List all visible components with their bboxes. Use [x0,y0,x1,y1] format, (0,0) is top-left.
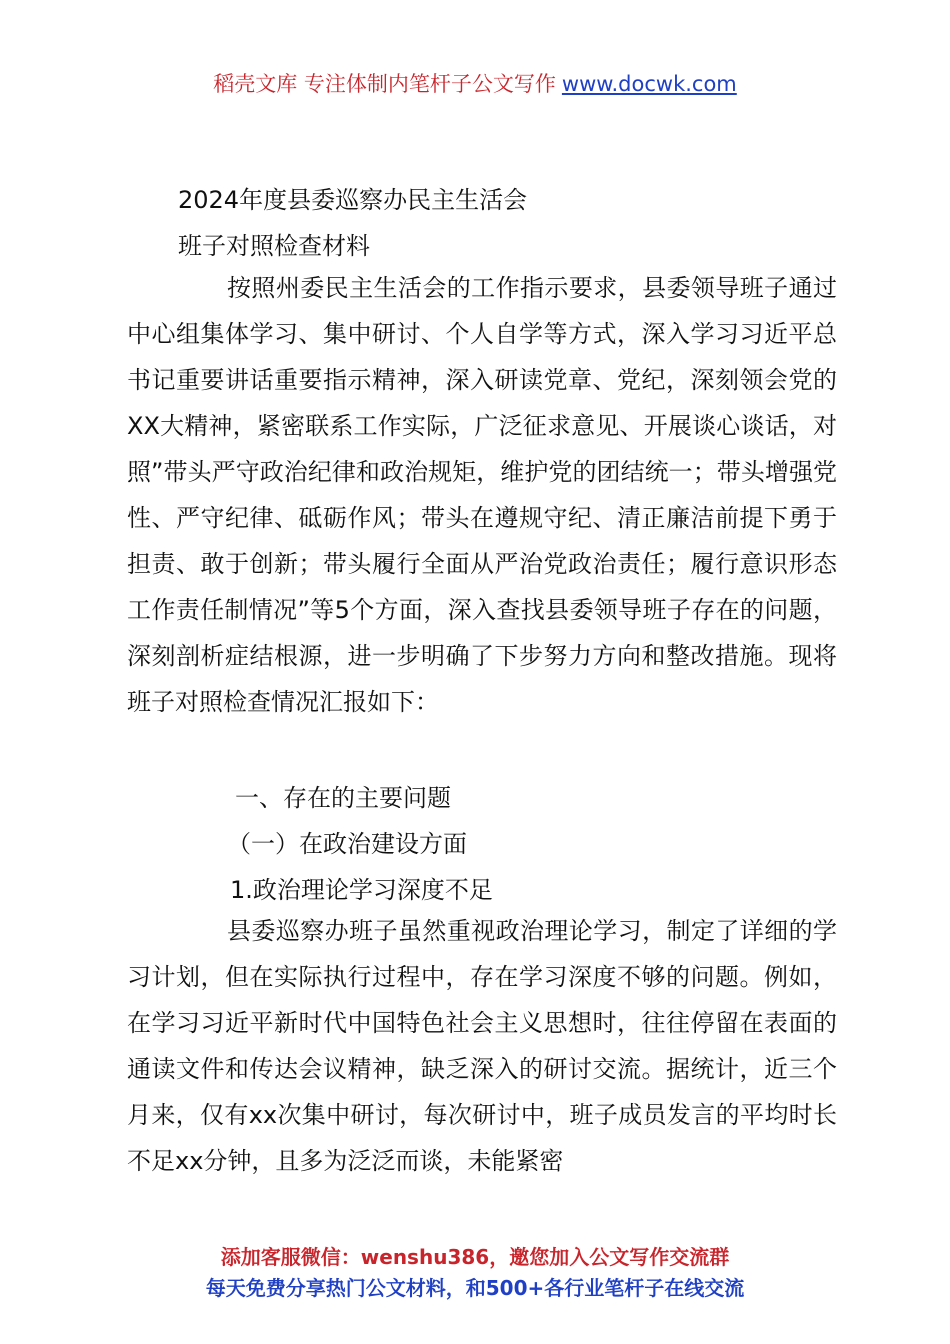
footer-contact-line: 添加客服微信：wenshu386，邀您加入公文写作交流群 [220,1245,730,1269]
footer-promo-line: 每天免费分享热门公文材料，和500+各行业笔杆子在线交流 [205,1276,745,1300]
document-title-line-2: 班子对照检查材料 [178,232,370,260]
item-heading: 1.政治理论学习深度不足 [230,876,493,904]
intro-paragraph: 按照州委民主生活会的工作指示要求，县委领导班子通过中心组集体学习、集中研讨、个人自学等方式，深入学习习近平总书记重要讲话重要指示精神，深入研读党章、党纪，深刻领会党的XX大精神，紧密联系工作实际，广泛征求意见、开展谈心谈话，对照”带头严守政治纪律和政治规矩，维护党的团结统一；带头增强党性、严守纪律、砥砺作风；带头在遵规守纪、清正廉洁前提下勇于担责、敢于创新；带头履行全面从严治党政治责任；履行意识形态工作责任制情况”等5个方面，深入查找县委领导班子存在的问题，深刻剖析症结根源，进一步明确了下步努力方向和整改措施。现将班子对照检查情况汇报如下： [127,274,837,716]
document-title-line-1: 2024年度县委巡察办民主生活会 [178,186,528,214]
section-heading: 一、存在的主要问题 [235,784,451,812]
body-paragraph: 县委巡察办班子虽然重视政治理论学习，制定了详细的学习计划，但在实际执行过程中，存在学习深度不够的问题。例如，在学习习近平新时代中国特色社会主义思想时，往往停留在表面的通读文件和传达会议精神，缺乏深入的研讨交流。据统计，近三个月来，仅有xx次集中研讨，每次研讨中，班子成员发言的平均时长不足xx分钟，且多为泛泛而谈，未能紧密 [127,917,837,1175]
site-slogan: 稻壳文库 专注体制内笔杆子公文写作 [213,72,556,96]
site-header [0,68,950,98]
site-url-link[interactable]: www.docwk.com [561,72,737,96]
subsection-heading: （一）在政治建设方面 [227,830,467,858]
